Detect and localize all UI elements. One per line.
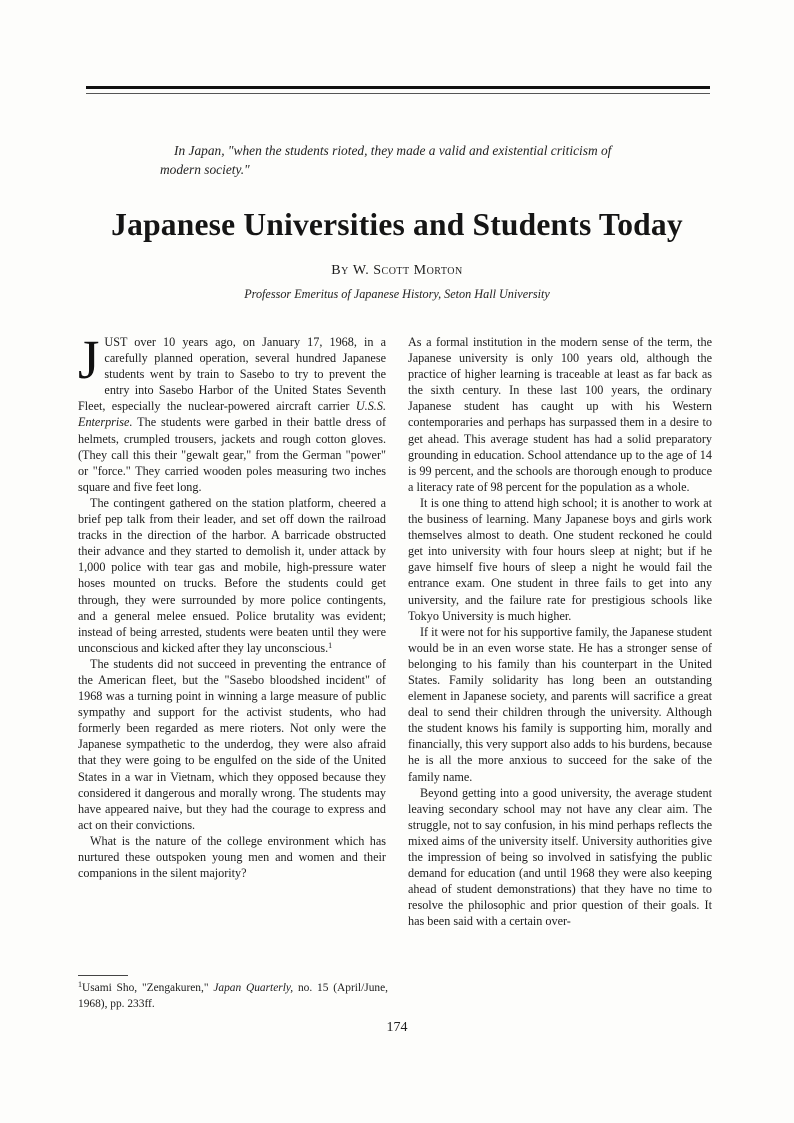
paragraph: The students did not succeed in preventing the entrance of the American fleet, but the "Sasebo bloodshed incident" of 1968 was a turning point in winning a large measure of public sympathy and support for the activist students, who had formerly been regarded as mere rioters. Not only were the Japanese sympathetic to the underdog, they were also afraid that they were going to be engulfed on the side of the United States in a war in Vietnam, which they opposed because they considered it dangerous and morally wrong. The students may have appeared naive, but they had the courage to express and act on their convictions. bbox=[78, 656, 386, 832]
right-column bbox=[408, 334, 712, 929]
paragraph bbox=[78, 495, 386, 656]
footnote bbox=[78, 981, 388, 1012]
epigraph-line-2: modern society." bbox=[160, 162, 250, 177]
epigraph bbox=[160, 141, 650, 179]
page-number: 174 bbox=[386, 1020, 408, 1035]
byline-author: W. Scott Morton bbox=[352, 263, 463, 278]
paragraph: Beyond getting into a good university, the average student leaving secondary school may not have any clear aim. The struggle, not to say confusion, in his mind perhaps reflects the mixed aims of the university itself. University authorities give the impression of being so involved in satisfying the public demand for education (and until 1968 they were also keeping ahead of student demonstrations) that they have no time to resolve the philosophic and prior question of their goals. It has been said with a certain over- bbox=[408, 785, 712, 929]
paragraph-text: UST over 10 years ago, on January 17, 1968, in a carefully planned operation, several hundred Japanese students went by train to Sasebo to try to prevent the entry into Sasebo Harbor of the United States Seventh Fleet, especially the nuclear-powered aircraft carrier bbox=[78, 335, 386, 414]
paragraph: As a formal institution in the modern sense of the term, the Japanese university is only 100 years old, although the practice of higher learning is traceable at least as far back as the sixth century. In these last 100 years, the ordinary Japanese student has caught up with his Western contemporaries and perhaps has surpassed them in a desire to get ahead. This average student has had a solid preparatory grounding in education. School attendance up to the age of 14 is 99 percent, and the schools are thorough enough to produce a literacy rate of 98 percent for the population as a whole. bbox=[408, 335, 712, 494]
footnote-journal: Japan Quarterly, bbox=[213, 982, 294, 994]
footnote-mark: 1 bbox=[78, 980, 82, 989]
drop-cap: J bbox=[78, 329, 100, 390]
footnote-rule bbox=[78, 975, 128, 976]
paragraph-text: The students were garbed in their battle dress of helmets, crumpled trousers, jackets and rough cotton gloves. (They call this their "gewalt gear," from the German "power" or "force." They carried wooden poles measuring two inches square and five feet long. bbox=[78, 415, 387, 494]
author-affiliation: Professor Emeritus of Japanese History, Seton Hall University bbox=[244, 287, 550, 301]
paragraph-text: The contingent gathered on the station platform, cheered a brief pep talk from their leader, and set off down the railroad tracks in the direction of the harbor. A barricade obstructed their advance and they started to demolish it, under attack by 1,000 police with tear gas and mobile, high-pressure water hoses mounted on trucks. Before the students could get through, they were surrounded by more police contingents, and a general melee ensued. Police brutality was evident; instead of being arrested, students were beaten until they were unconscious and kicked after they lay unconscious. bbox=[78, 495, 386, 655]
paragraph bbox=[78, 329, 387, 495]
ship-name: U.S.S. Enterprise. bbox=[78, 399, 386, 430]
footnote-rest: no. 15 (April/June, 1968), pp. 233ff. bbox=[78, 982, 388, 1010]
footnote-author: Usami Sho, "Zengakuren," bbox=[82, 982, 209, 994]
left-column bbox=[78, 329, 387, 881]
paragraph: It is one thing to attend high school; it is another to work at the business of learning. Many Japanese boys and girls work themselves almost to death. One student reckoned he could get into university with four hours sleep at night; but if he gave himself five hours of sleep a night he would fail the entrance exam. One student in three fails to get into any university, and the failure rate for prestigious schools like Tokyo University is much higher. bbox=[408, 495, 712, 623]
epigraph-line-1: In Japan, "when the students rioted, they made a valid and existential criticism of bbox=[174, 143, 612, 158]
paragraph: If it were not for his supportive family, the Japanese student would be in an even worse state. He has a stronger sense of belonging to his family than his counterpart in the United States. Family solidarity has long been an outstanding element in Japanese society, and parents will sacrifice a great deal to send their children through the university. Although the student knows his family is supporting him, morally and financially, this very support also adds to his burdens, because he is all the more anxious to succeed for the sake of the family name. bbox=[408, 624, 712, 784]
paragraph: What is the nature of the college environment which has nurtured these outspoken young men and women and their companions in the silent majority? bbox=[78, 833, 386, 881]
article-title: Japanese Universities and Students Today bbox=[111, 207, 683, 242]
header-thin-rule bbox=[86, 93, 710, 94]
byline bbox=[0, 263, 794, 279]
byline-prefix: By bbox=[331, 263, 349, 278]
footnote-ref[interactable]: 1 bbox=[328, 640, 333, 650]
